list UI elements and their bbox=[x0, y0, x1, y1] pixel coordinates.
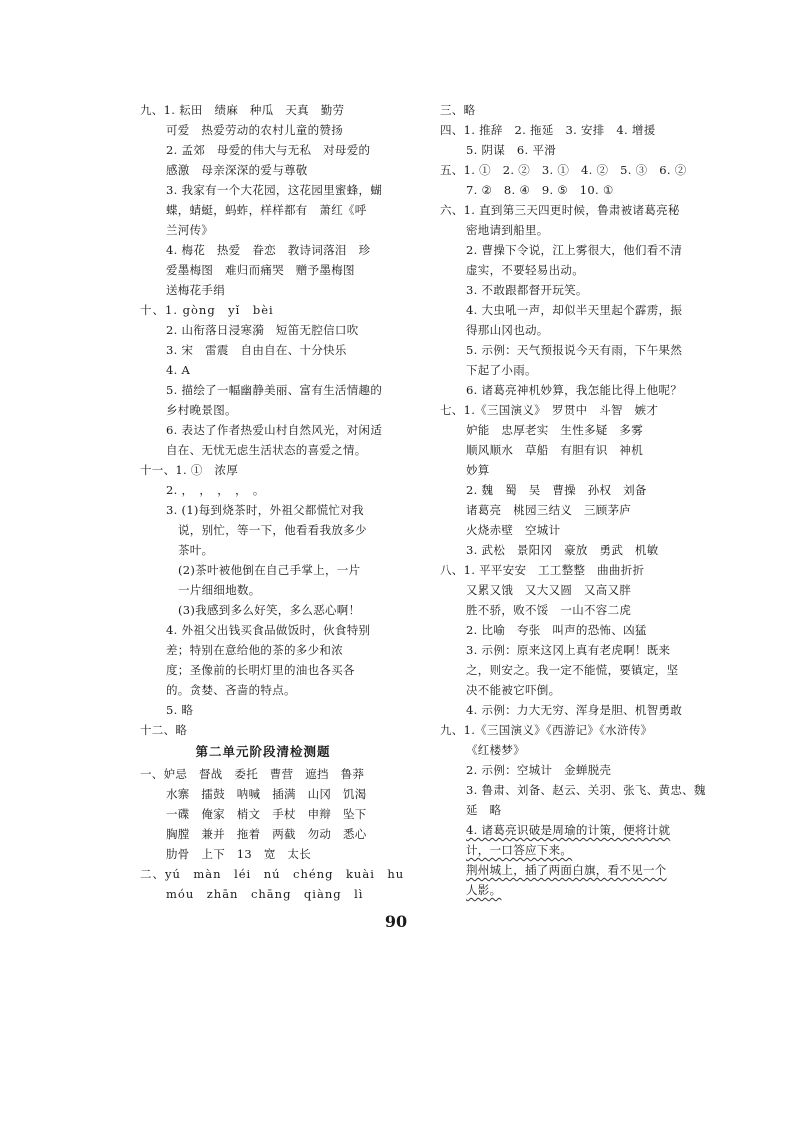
answer-line: 又累又饿 又大又圆 又高又胖 bbox=[466, 583, 632, 597]
page-number: 90 bbox=[384, 912, 408, 931]
answer-line: 4. 示例：力大无穷、浑身是胆、机智勇敢 bbox=[466, 703, 683, 717]
answer-line: 荆州城上，插了两面白旗，看不见一个 bbox=[466, 863, 667, 877]
answer-line: móu zhān chāng qiàng lì bbox=[166, 887, 364, 901]
answer-line: 2. 孟郊 母爱的伟大与无私 对母爱的 bbox=[166, 143, 371, 157]
answer-line: 3. 武松 景阳冈 豪放 勇武 机敏 bbox=[466, 543, 659, 557]
answer-line: 3. 宋 雷震 自由自在、十分快乐 bbox=[166, 343, 347, 357]
answer-line: 四、1. 推辞 2. 拖延 3. 安排 4. 增援 bbox=[440, 123, 656, 137]
answer-line: 八、1. 平平安安 工工整整 曲曲折折 bbox=[440, 563, 645, 577]
answer-line: 六、1. 直到第三天四更时候，鲁肃被诸葛亮秘 bbox=[440, 203, 680, 217]
answer-line: 乡村晚景图。 bbox=[166, 403, 237, 417]
answer-line: 4. A bbox=[166, 363, 191, 377]
answer-line: 4. 诸葛亮识破是周瑜的计策，便将计就 bbox=[466, 823, 671, 837]
answer-line: 3. 我家有一个大花园，这花园里蜜蜂，蝴 bbox=[166, 183, 383, 197]
answer-line: 九、1.《三国演义》《西游记》《水浒传》 bbox=[440, 723, 653, 737]
right-column bbox=[440, 100, 706, 900]
answer-line: (3)我感到多么好笑，多么恶心啊！ bbox=[178, 603, 361, 617]
answer-line: 爱墨梅图 难归而痛哭 赠予墨梅图 bbox=[166, 263, 355, 277]
answer-line: 6. 诸葛亮神机妙算，我怎能比得上他呢？ bbox=[466, 383, 683, 397]
answer-line: 决不能被它吓倒。 bbox=[466, 683, 561, 697]
answer-line: 延 略 bbox=[466, 803, 502, 817]
answer-line: 火烧赤壁 空城计 bbox=[466, 523, 561, 537]
answer-line: 3. 不敢跟都督开玩笑。 bbox=[466, 283, 588, 297]
answer-line: 5. 描绘了一幅幽静美丽、富有生活情趣的 bbox=[166, 383, 383, 397]
answer-line: 一碟 俺家 梢文 手杖 申辩 坠下 bbox=[166, 807, 367, 821]
answer-line: 6. 表达了作者热爱山村自然风光，对闲适 bbox=[166, 423, 383, 437]
answer-line: 得那山冈也动。 bbox=[466, 323, 549, 337]
answer-line: 自在、无忧无虑生活状态的喜爱之情。 bbox=[166, 443, 367, 457]
answer-line: 2. ， ， ， ， 。 bbox=[166, 483, 265, 497]
answer-line: 十二、略 bbox=[140, 723, 188, 737]
answer-line: 说，别忙，等一下，他看看我放多少 bbox=[178, 523, 367, 537]
answer-line: 4. 梅花 热爱 眷恋 教诗词落泪 珍 bbox=[166, 243, 371, 257]
answer-line: 感激 母亲深深的爱与尊敬 bbox=[166, 163, 308, 177]
answer-line: 十、1. gòng yǐ bèi bbox=[140, 303, 274, 317]
answer-line: 一片细细地数。 bbox=[178, 583, 261, 597]
answer-line: 虚实，不要轻易出动。 bbox=[466, 263, 584, 277]
answer-line: 九、1. 耘田 绩麻 种瓜 天真 勤劳 bbox=[140, 103, 345, 117]
answer-line: 5. 略 bbox=[166, 703, 194, 717]
answer-line: 妒能 忠厚老实 生性多疑 多雾 bbox=[466, 423, 643, 437]
answer-line: 5. 阴谋 6. 平滑 bbox=[466, 143, 557, 157]
answer-line: 5. 示例：天气预报说今天有雨，下午果然 bbox=[466, 343, 683, 357]
answer-line: 送梅花手绢 bbox=[166, 283, 225, 297]
left-column bbox=[140, 100, 405, 904]
answer-line: 诸葛亮 桃园三结义 三顾茅庐 bbox=[466, 503, 632, 517]
answer-line: 下起了小雨。 bbox=[466, 363, 537, 377]
answer-line: 计，一口答应下来。 bbox=[466, 843, 573, 857]
answer-line: 兰河传》 bbox=[166, 223, 214, 237]
answer-line: 2. 比喻 夸张 叫声的恐怖、凶猛 bbox=[466, 623, 647, 637]
answer-line: 可爱 热爱劳动的农村儿童的赞扬 bbox=[166, 123, 343, 137]
answer-line: 4. 大虫吼一声，却似半天里起个霹雳，振 bbox=[466, 303, 683, 317]
answer-line: 差；特别在意给他的茶的多少和浓 bbox=[166, 643, 343, 657]
answer-line: 4. 外祖父出钱买食品做饭时，伙食特别 bbox=[166, 623, 371, 637]
answer-line: 《红楼梦》 bbox=[466, 743, 525, 757]
answer-line: 蝶，蜻蜓，蚂蚱，样样都有 萧红《呼 bbox=[166, 203, 367, 217]
answer-line: 2. 示例：空城计 金蝉脱壳 bbox=[466, 763, 612, 777]
answer-line: 茶叶。 bbox=[178, 543, 214, 557]
section-heading: 第二单元阶段清检测题 bbox=[195, 744, 331, 759]
answer-line: 度；圣像前的长明灯里的油也各买各 bbox=[166, 663, 355, 677]
answer-line: 密地请到船里。 bbox=[466, 223, 549, 237]
answer-line: 肋骨 上下 13 宽 太长 bbox=[166, 847, 312, 861]
answer-line: (2)茶叶被他倒在自己手掌上，一片 bbox=[178, 563, 361, 577]
answer-line: 2. 魏 蜀 吴 曹操 孙权 刘备 bbox=[466, 483, 647, 497]
answer-line: 的。贪婪、吝啬的特点。 bbox=[166, 683, 296, 697]
answer-line: 之，则安之。我一定不能慌，要镇定，坚 bbox=[466, 663, 679, 677]
answer-line: 水寨 擂鼓 呐喊 插满 山冈 饥渴 bbox=[166, 787, 367, 801]
answer-line: 胜不骄，败不馁 一山不容二虎 bbox=[466, 603, 632, 617]
answer-line: 七、1.《三国演义》 罗贯中 斗智 嫉才 bbox=[440, 403, 659, 417]
answer-line: 3. 示例：原来这冈上真有老虎啊！既来 bbox=[466, 643, 671, 657]
answer-line: 一、妒忌 督战 委托 曹营 遮挡 鲁莽 bbox=[140, 767, 365, 781]
answer-line: 二、yú màn léi nú chéng kuài hu bbox=[140, 867, 405, 881]
answer-line: 2. 山衔落日浸寒漪 短笛无腔信口吹 bbox=[166, 323, 359, 337]
answer-line: 7. ② 8. ④ 9. ⑤ 10. ① bbox=[466, 183, 614, 197]
answer-line: 顺风顺水 草船 有胆有识 神机 bbox=[466, 443, 643, 457]
answer-line: 五、1. ① 2. ② 3. ① 4. ② 5. ③ 6. ② bbox=[440, 163, 687, 177]
answer-line: 十一、1. ① 浓厚 bbox=[140, 463, 239, 477]
answer-line: 妙算 bbox=[466, 463, 490, 477]
answer-line: 2. 曹操下令说，江上雾很大，他们看不清 bbox=[466, 243, 683, 257]
answer-line: 三、略 bbox=[440, 103, 476, 117]
answer-line: 3. (1)每到烧茶时，外祖父都慌忙对我 bbox=[166, 503, 364, 517]
answer-line: 胸膛 兼并 拖着 两截 勿动 悉心 bbox=[166, 827, 367, 841]
answer-line: 人影。 bbox=[466, 883, 502, 897]
answer-line: 3. 鲁肃、刘备、赵云、关羽、张飞、黄忠、魏 bbox=[466, 783, 706, 797]
